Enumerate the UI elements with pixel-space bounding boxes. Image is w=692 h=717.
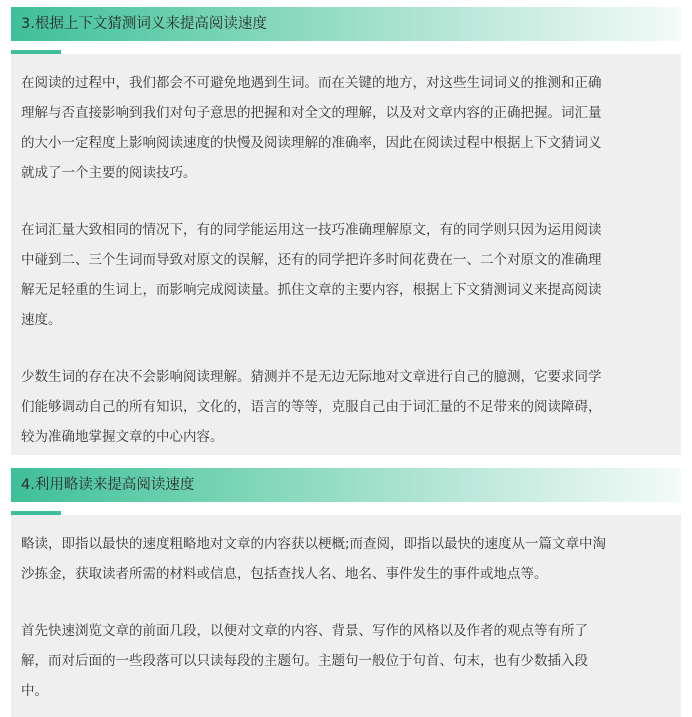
text-line: 沙拣金，获取读者所需的材料或信息，包括查找人名、地名、事件发生的事件或地点等。 [21,566,548,582]
text-line: 就成了一个主要的阅读技巧。 [21,165,197,181]
section-title: 3.根据上下文猜测词义来提高阅读速度 [21,16,267,32]
paragraph [21,616,667,706]
text-line: 中。 [21,683,48,699]
text-line: 少数生词的存在决不会影响阅读理解。猜测并不是无边无际地对文章进行自己的臆测，它要求同学 [21,369,602,385]
paragraph [21,529,667,589]
section-content-3 [11,54,681,455]
text-line: 速度。 [21,312,62,328]
section-header-3 [11,7,681,41]
text-line: 解无足轻重的生词上，而影响完成阅读量。抓住文章的主要内容，根据上下文猜测词义来提高阅读 [21,282,602,298]
text-line: 在阅读的过程中，我们都会不可避免地遇到生词。而在关键的地方，对这些生词词义的推测和正确 [21,75,602,91]
text-line: 略读，即指以最快的速度粗略地对文章的内容获以梗概;而查阅，即指以最快的速度从一篇文章中淘 [21,536,607,552]
text-line: 解，而对后面的一些段落可以只读每段的主题句。主题句一般位于句首、句末，也有少数插入段 [21,653,588,669]
text-line: 在词汇量大致相同的情况下，有的同学能运用这一技巧准确理解原文，有的同学则只因为运用阅读 [21,222,602,238]
section-content-4 [11,515,681,717]
section-header-4 [11,468,681,502]
paragraph [21,215,667,335]
section-title: 4.利用略读来提高阅读速度 [21,477,195,493]
text-line: 的大小一定程度上影响阅读速度的快慢及阅读理解的准确率，因此在阅读过程中根据上下文猜词义 [21,135,602,151]
text-line: 较为准确地掌握文章的中心内容。 [21,429,224,445]
text-line: 们能够调动自己的所有知识，文化的，语言的等等，克服自己由于词汇量的不足带来的阅读障碍， [21,399,602,415]
text-line: 首先快速浏览文章的前面几段，以便对文章的内容、背景、写作的风格以及作者的观点等有所了 [21,623,588,639]
paragraph [21,68,667,188]
text-line: 理解与否直接影响到我们对句子意思的把握和对全文的理解，以及对文章内容的正确把握。词汇量 [21,105,602,121]
text-line: 中碰到二、三个生词而导致对原文的误解，还有的同学把许多时间花费在一、二个对原文的准确理 [21,252,602,268]
paragraph [21,362,667,452]
